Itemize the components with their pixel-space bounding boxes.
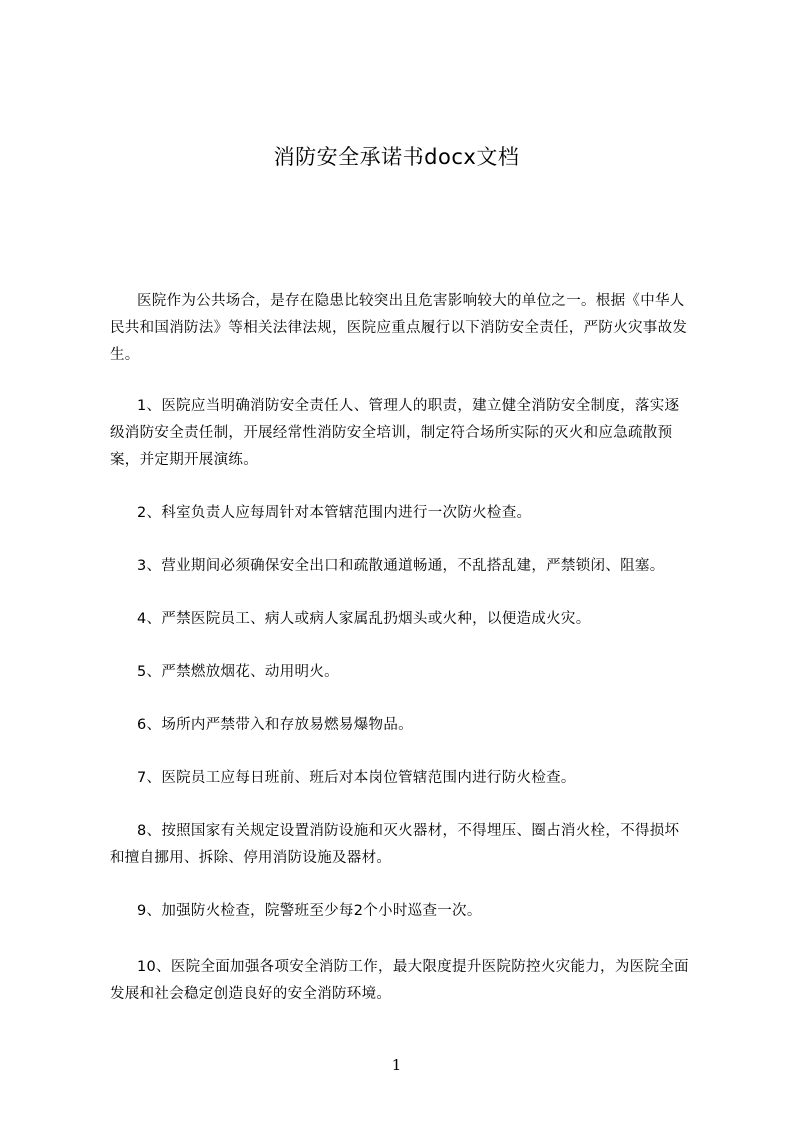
document-title: 消防安全承诺书docx文档 [273, 145, 520, 169]
list-item-6: 6、场所内严禁带入和存放易燃易爆物品。 [137, 717, 413, 733]
list-item-4: 4、严禁医院员工、病人或病人家属乱扔烟头或火种，以便造成火灾。 [137, 611, 591, 627]
page-number: 1 [391, 1056, 402, 1074]
list-item-3: 3、营业期间必须确保安全出口和疏散通道畅通，不乱搭乱建，严禁锁闭、阻塞。 [137, 558, 665, 574]
list-item-2: 2、科室负责人应每周针对本管辖范围内进行一次防火检查。 [137, 505, 532, 521]
list-item-5: 5、严禁燃放烟花、动用明火。 [137, 664, 339, 680]
list-item-7: 7、医院员工应每日班前、班后对本岗位管辖范围内进行防火检查。 [137, 770, 576, 786]
list-item-8: 8、按照国家有关规定设置消防设施和灭火器材，不得埋压、圈占消火栓，不得损坏和擅自挪用、拆除、停用消防设施及器材。 [110, 823, 680, 866]
intro-paragraph: 医院作为公共场合，是存在隐患比较突出且危害影响较大的单位之一。根据《中华人民共和国消防法》等相关法律法规，医院应重点履行以下消防安全责任，严防火灾事故发生。 [110, 293, 688, 363]
list-item-9: 9、加强防火检查，院警班至少每2个小时巡查一次。 [137, 903, 482, 919]
list-item-1: 1、医院应当明确消防安全责任人、管理人的职责，建立健全消防安全制度，落实逐级消防安全责任制，开展经常性消防安全培训，制定符合场所实际的灭火和应急疏散预案，并定期开展演练。 [110, 398, 680, 468]
list-item-10: 10、医院全面加强各项安全消防工作，最大限度提升医院防控火灾能力，为医院全面发展和社会稳定创造良好的安全消防环境。 [110, 959, 689, 1002]
